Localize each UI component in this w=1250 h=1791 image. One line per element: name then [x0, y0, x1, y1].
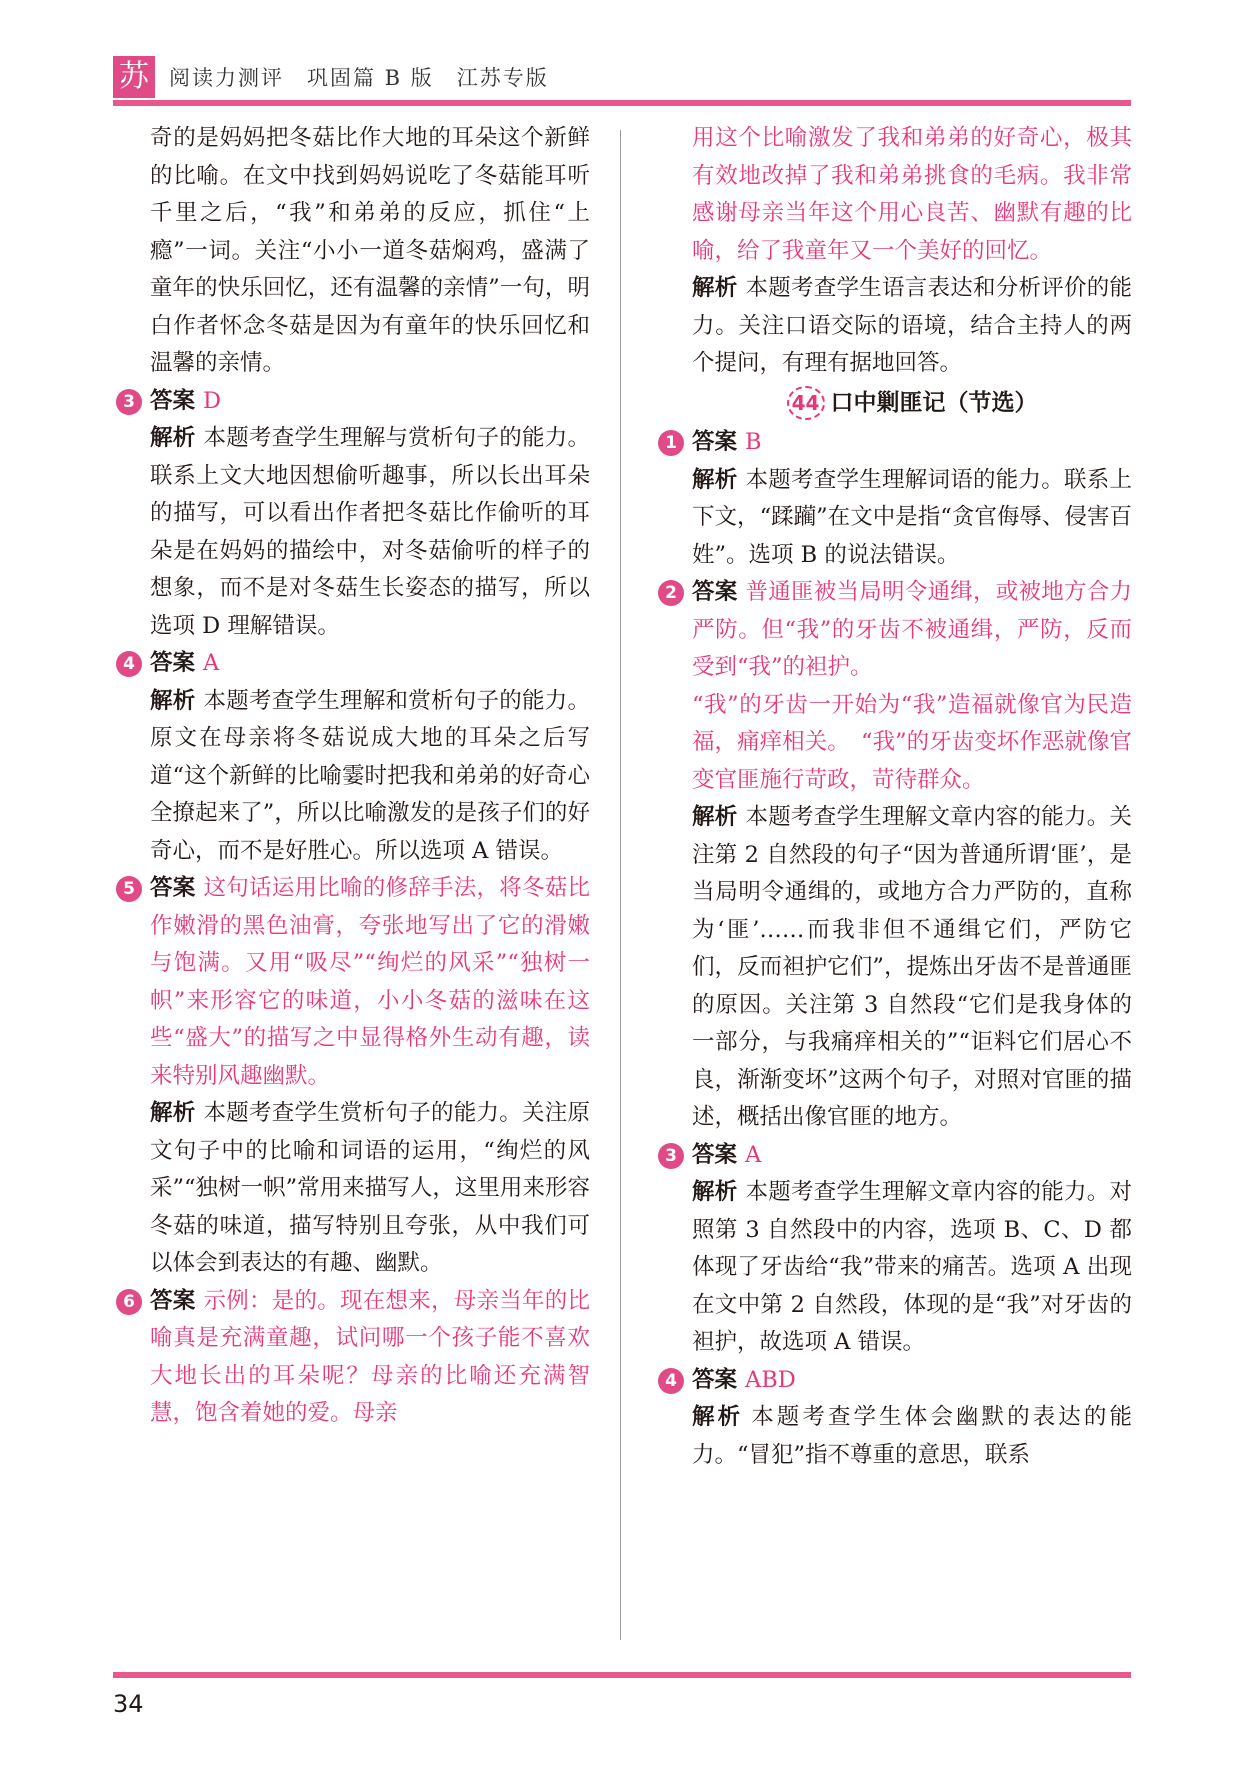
question-3: [123, 383, 590, 646]
analysis-label: 解析: [692, 275, 738, 301]
analysis-text: 本题考查学生理解文章内容的能力。关注第 2 自然段的句子“因为普通所谓‘匪’，是当局明令通缉的，或地方合力严防的，直称为‘匪’……而我非但不通缉它们，严防它们，反而袒护它们”，提炼出牙齿不是普通匪的原因。关注第 3 自然段“它们是我身体的一部分，与我痛痒相关的”“讵料它们居心不良，渐渐变坏”这两个句子，对照对官匪的描述，概括出像官匪的地方。: [692, 804, 1132, 1130]
page-number: 34: [113, 1690, 144, 1718]
answer-label: 答案: [150, 387, 196, 414]
question-3-right: [665, 1137, 1132, 1362]
analysis-label: 解析: [150, 1100, 196, 1126]
analysis-text: 本题考查学生理解词语的能力。联系上下文，“蹂躏”在文中是指“贪官侮辱、侵害百姓”。选项 B 的说法错误。: [692, 466, 1132, 568]
question-2: [665, 574, 1132, 1137]
answer-label: 答案: [150, 1287, 196, 1314]
question-number: 2: [658, 580, 684, 606]
question-number: 1: [658, 430, 684, 456]
header-rule: [113, 100, 1131, 106]
answer-text: 这句话运用比喻的修辞手法，将冬菇比作嫩滑的黑色油膏，夸张地写出了它的滑嫩与饱满。又用“吸尽”“绚烂的风采”“独树一帜”来形容它的味道，小小冬菇的滋味在这些“盛大”的描写之中显得格外生动有趣，读来特别风趣幽默。: [150, 875, 590, 1089]
question-number: 4: [116, 651, 142, 677]
analysis-label: 解析: [150, 687, 196, 714]
answer-text: B: [745, 429, 762, 455]
section-number: 44: [787, 386, 825, 420]
analysis-text: 本题考查学生理解文章内容的能力。对照第 3 自然段中的内容，选项 B、C、D 都体现了牙齿给“我”带来的痛苦。选项 A 出现在文中第 2 自然段，体现的是“我”对牙齿的袒护，故选项 A 错误。: [692, 1179, 1132, 1355]
question-6: [123, 1283, 590, 1433]
question-number: 3: [116, 389, 142, 415]
footer-rule: [113, 1672, 1131, 1678]
question-4: [123, 645, 590, 870]
question-number: 3: [658, 1143, 684, 1169]
right-column: [665, 120, 1132, 1474]
answer-text: 普通匪被当局明令通缉，或被地方合力严防。但“我”的牙齿不被通缉，严防，反而受到“我”的袒护。: [692, 579, 1132, 680]
answer-label: 答案: [692, 1141, 738, 1168]
answer-text: A: [745, 1141, 762, 1168]
column-divider: [620, 130, 621, 1640]
question-1: [665, 424, 1132, 574]
answer-text-2: “我”的牙齿一开始为“我”造福就像官为民造福，痛痒相关。 “我”的牙齿变坏作恶就像官变官匪施行苛政，苛待群众。: [692, 691, 1132, 793]
province-badge: 苏: [113, 56, 155, 98]
question-number: 4: [658, 1368, 684, 1394]
question-5: [123, 870, 590, 1283]
answer-text: ABD: [745, 1366, 796, 1393]
answer-label: 答案: [692, 429, 738, 455]
answer-label: 答案: [692, 1366, 738, 1393]
q6-answer-continued: 用这个比喻激发了我和弟弟的好奇心，极其有效地改掉了我和弟弟挑食的毛病。我非常感谢母亲当年这个用心良苦、幽默有趣的比喻，给了我童年又一个美好的回忆。: [692, 125, 1132, 264]
answer-text: D: [203, 387, 222, 414]
answer-text: A: [203, 650, 220, 676]
analysis-text: 本题考查学生理解与赏析句子的能力。联系上文大地因想偷听趣事，所以长出耳朵的描写，可以看出作者把冬菇比作偷听的耳朵是在妈妈的描绘中，对冬菇偷听的样子的想象，而不是对冬菇生长姿态的描写，所以选项 D 理解错误。: [150, 425, 590, 639]
left-column: [123, 120, 590, 1433]
page-header: [113, 56, 1131, 100]
answer-text: 示例：是的。现在想来，母亲当年的比喻真是充满童趣，试问哪一个孩子能不喜欢大地长出的耳朵呢？母亲的比喻还充满智慧，饱含着她的爱。母亲: [150, 1287, 590, 1426]
analysis-label: 解析: [150, 425, 196, 451]
analysis-text: 本题考查学生赏析句子的能力。关注原文句子中的比喻和词语的运用，“绚烂的风采”“独树一帜”常用来描写人，这里用来形容冬菇的味道，描写特别且夸张，从中我们可以体会到表达的有趣、幽默。: [150, 1100, 590, 1276]
answer-label: 答案: [150, 650, 196, 676]
question-number: 5: [116, 876, 142, 902]
analysis-label: 解析: [692, 466, 738, 493]
analysis-label: 解析: [692, 1179, 738, 1205]
analysis-text: 本题考查学生体会幽默的表达的能力。“冒犯”指不尊重的意思，联系: [692, 1404, 1132, 1468]
analysis-label: 解析: [692, 1404, 744, 1430]
question-number: 6: [116, 1289, 142, 1315]
analysis-text: 本题考查学生理解和赏析句子的能力。原文在母亲将冬菇说成大地的耳朵之后写道“这个新鲜的比喻霎时把我和弟弟的好奇心全撩起来了”，所以比喻激发的是孩子们的好奇心，而不是好胜心。所以选项 A 错误。: [150, 687, 590, 864]
answer-label: 答案: [692, 579, 738, 605]
answer-label: 答案: [150, 875, 196, 901]
q2-analysis-continued: 奇的是妈妈把冬菇比作大地的耳朵这个新鲜的比喻。在文中找到妈妈说吃了冬菇能耳听千里之后，“我”和弟弟的反应，抓住“上瘾”一词。关注“小小一道冬菇焖鸡，盛满了童年的快乐回忆，还有温馨的亲情”一句，明白作者怀念冬菇是因为有童年的快乐回忆和温馨的亲情。: [150, 125, 590, 376]
book-title: 阅读力测评 巩固篇 B 版 江苏专版: [169, 66, 549, 90]
analysis-label: 解析: [692, 804, 738, 830]
section-title: 口中剿匪记（节选）: [830, 389, 1038, 416]
question-4-right: [665, 1362, 1132, 1475]
analysis-text: 本题考查学生语言表达和分析评价的能力。关注口语交际的语境，结合主持人的两个提问，有理有据地回答。: [692, 275, 1132, 376]
section-heading: [692, 385, 1132, 423]
